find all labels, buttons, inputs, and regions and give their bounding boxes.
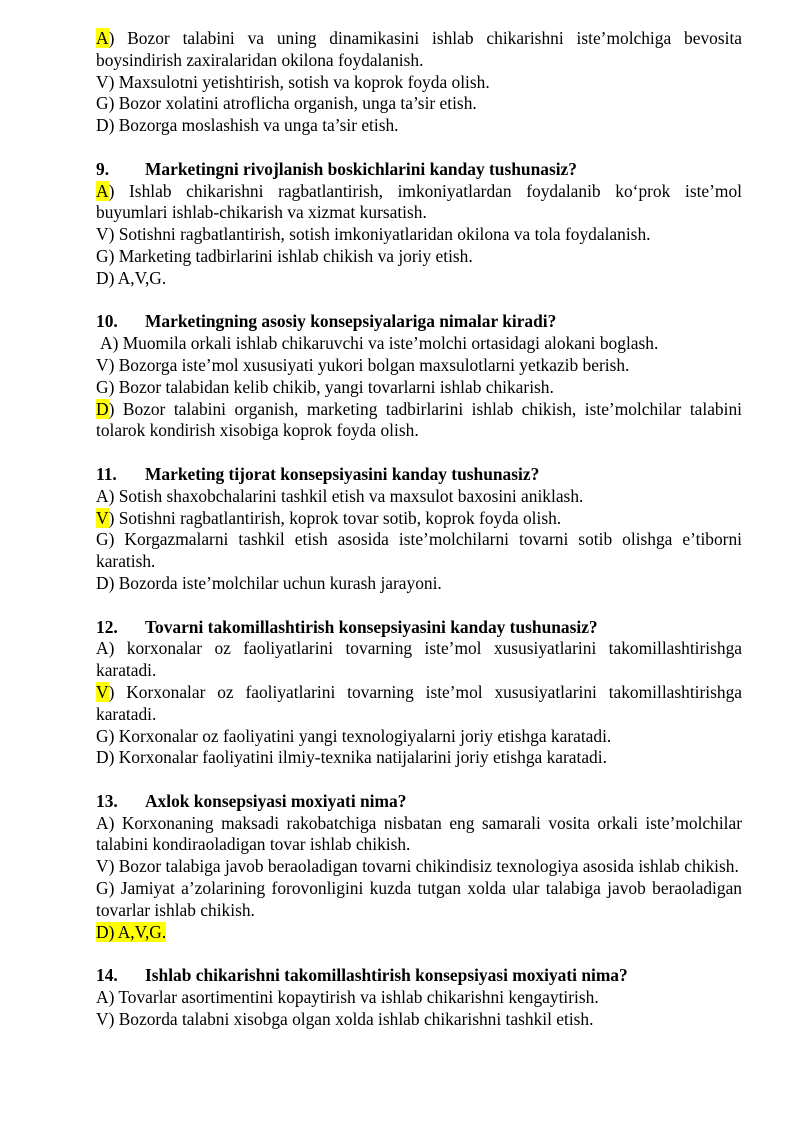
option-text: ) Bozor talabini organish, marketing tadbirlarini ishlab chikish, iste’molchilar talabini tolarok kondirish xisobiga koprok foyda olish. [96, 398, 742, 441]
question-heading [96, 965, 742, 987]
option-letter: G [96, 376, 109, 397]
option-letter: G [96, 245, 109, 266]
option-letter: V [96, 224, 109, 245]
answer-option-d [96, 399, 742, 443]
option-text: ) Jamiyat a’zolarining forovonligini kuzda tutgan xolda ular talabiga javob beraoladigan tovarlar ishlab chikish. [96, 878, 742, 920]
option-text: ) Sotish shaxobchalarini tashkil etish va maxsulot baxosini aniklash. [108, 485, 584, 506]
question-block [96, 965, 742, 1030]
answer-option-v [96, 355, 742, 377]
answer-option-v [96, 72, 742, 94]
option-text: ) Marketing tadbirlarini ishlab chikish va joriy etish. [108, 245, 473, 266]
correct-answer-marker: V [96, 507, 109, 528]
option-text: ) Korgazmalarni tashkil etish asosida iste’molchilarni tovarni sotib olishga e’tiborni karatish. [96, 529, 742, 572]
question-block [96, 464, 742, 595]
option-text: ) Bozor xolatini atroflicha organish, unga ta’sir etish. [108, 93, 477, 114]
answer-option-d [96, 115, 742, 137]
option-letter: D [96, 267, 109, 288]
question-number: 9. [96, 158, 110, 179]
spacer [96, 137, 742, 159]
option-letter: D [96, 921, 109, 942]
question-block [96, 159, 742, 290]
question-title: Axlok konsepsiyasi moxiyati nima? [145, 790, 407, 811]
option-letter: A [96, 987, 109, 1008]
option-text: ) Bozorda iste’molchilar uchun kurash jarayoni. [108, 572, 442, 593]
option-letter: A [96, 485, 109, 506]
option-letter: V [96, 354, 109, 375]
question-number: 10. [96, 311, 118, 332]
question-block [96, 617, 742, 770]
answer-option-g [96, 246, 742, 268]
highlighted-answer [96, 922, 166, 942]
intro-options [96, 28, 742, 137]
option-letter: V [96, 71, 109, 92]
option-text: ) A,V,G. [108, 921, 167, 942]
option-text: ) Bozorga moslashish va unga ta’sir etish. [108, 115, 399, 136]
question-list [96, 137, 742, 1031]
option-text: ) Korxonalar oz faoliyatlarini tovarning iste’mol xususiyatlarini takomillashtirishga karatadi. [96, 681, 742, 724]
answer-option-a [96, 638, 742, 682]
answer-option-g [96, 878, 742, 922]
correct-answer-marker: A [96, 180, 109, 201]
option-letter: G [96, 93, 109, 114]
answer-option-v [96, 682, 742, 726]
option-text: ) Sotishni ragbatlantirish, koprok tovar sotib, koprok foyda olish. [108, 507, 562, 528]
question-heading [96, 617, 742, 639]
answer-option-a [96, 486, 742, 508]
option-text: ) Ishlab chikarishni ragbatlantirish, imkoniyatlardan foydalanib ko‘prok iste’mol buyumlari ishlab-chikarish va xizmat kursatish. [96, 180, 742, 223]
option-text: ) Bozorda talabni xisobga olgan xolda ishlab chikarishni tashkil etish. [108, 1008, 594, 1029]
option-text: ) Sotishni ragbatlantirish, sotish imkoniyatlaridan okilona va tola foydalanish. [108, 224, 651, 245]
spacer [96, 442, 742, 464]
spacer [96, 943, 742, 965]
option-text: ) Maxsulotni yetishtirish, sotish va koprok foyda olish. [108, 71, 490, 92]
question-heading [96, 159, 742, 181]
answer-option-d [96, 747, 742, 769]
question-heading [96, 311, 742, 333]
answer-option-a [96, 333, 742, 355]
correct-answer-marker: V [96, 681, 109, 702]
answer-option-a [96, 987, 742, 1009]
option-letter: A [96, 638, 109, 659]
answer-option-v [96, 224, 742, 246]
question-number: 11. [96, 463, 117, 484]
question-title: Tovarni takomillashtirish konsepsiyasini kanday tushunasiz? [145, 616, 598, 637]
option-text: ) Bozor talabini va uning dinamikasini ishlab chikarishni iste’molchiga bevosita boysindirish zaxiralaridan okilona foydalanish. [96, 28, 742, 70]
option-letter: G [96, 878, 109, 899]
option-text: ) Bozor talabidan kelib chikib, yangi tovarlarni ishlab chikarish. [108, 376, 554, 397]
option-text: ) Muomila orkali ishlab chikaruvchi va iste’molchi ortasidagi alokani boglash. [112, 333, 659, 354]
option-letter: G [96, 725, 109, 746]
option-letter: D [96, 115, 109, 136]
question-heading [96, 464, 742, 486]
question-block [96, 791, 742, 944]
answer-option-v [96, 508, 742, 530]
option-text: ) korxonalar oz faoliyatlarini tovarning iste’mol xususiyatlarini takomillashtirishga karatadi. [96, 638, 742, 681]
answer-option-a [96, 181, 742, 225]
spacer [96, 769, 742, 791]
answer-option-g [96, 726, 742, 748]
answer-option-v [96, 856, 742, 878]
option-letter: G [96, 529, 109, 550]
option-text: ) A,V,G. [108, 267, 167, 288]
question-number: 14. [96, 965, 118, 986]
answer-option-v [96, 1009, 742, 1031]
answer-option-g [96, 377, 742, 399]
answer-option-d [96, 573, 742, 595]
correct-answer-marker: D [96, 398, 109, 419]
question-title: Marketingning asosiy konsepsiyalariga nimalar kiradi? [145, 311, 557, 332]
answer-option-d [96, 922, 742, 944]
option-text: ) Korxonalar faoliyatini ilmiy-texnika natijalarini joriy etishga karatadi. [108, 747, 607, 768]
spacer [96, 595, 742, 617]
option-letter: A [96, 812, 109, 833]
option-text: ) Tovarlar asortimentini kopaytirish va ishlab chikarishni kengaytirish. [108, 987, 599, 1008]
option-letter: D [96, 747, 109, 768]
question-heading [96, 791, 742, 813]
option-letter: D [96, 572, 109, 593]
question-block [96, 311, 742, 442]
option-text: ) Bozor talabiga javob beraoladigan tovarni chikindisiz texnologiya asosida ishlab chikish. [108, 856, 739, 877]
question-title: Marketing tijorat konsepsiyasini kanday tushunasiz? [145, 463, 540, 484]
option-letter: V [96, 856, 109, 877]
answer-option-a [96, 28, 742, 72]
option-text: ) Korxonalar oz faoliyatini yangi texnologiyalarni joriy etishga karatadi. [108, 725, 612, 746]
answer-option-g [96, 529, 742, 573]
option-letter: V [96, 1008, 109, 1029]
question-number: 12. [96, 616, 118, 637]
question-number: 13. [96, 790, 118, 811]
question-title: Ishlab chikarishni takomillashtirish konsepsiyasi moxiyati nima? [145, 965, 628, 986]
answer-option-g [96, 93, 742, 115]
question-title: Marketingni rivojlanish boskichlarini kanday tushunasiz? [145, 158, 577, 179]
answer-option-a [96, 813, 742, 857]
correct-answer-marker: A [96, 28, 109, 48]
option-text: ) Bozorga iste’mol xususiyati yukori bolgan maxsulotlarni yetkazib berish. [108, 354, 630, 375]
option-letter: A [100, 333, 113, 354]
option-text: ) Korxonaning maksadi rakobatchiga nisbatan eng samarali vosita orkali iste’molchilar talabini kondiraoladigan tovar ishlab chikish. [96, 812, 742, 855]
spacer [96, 290, 742, 312]
answer-option-d [96, 268, 742, 290]
